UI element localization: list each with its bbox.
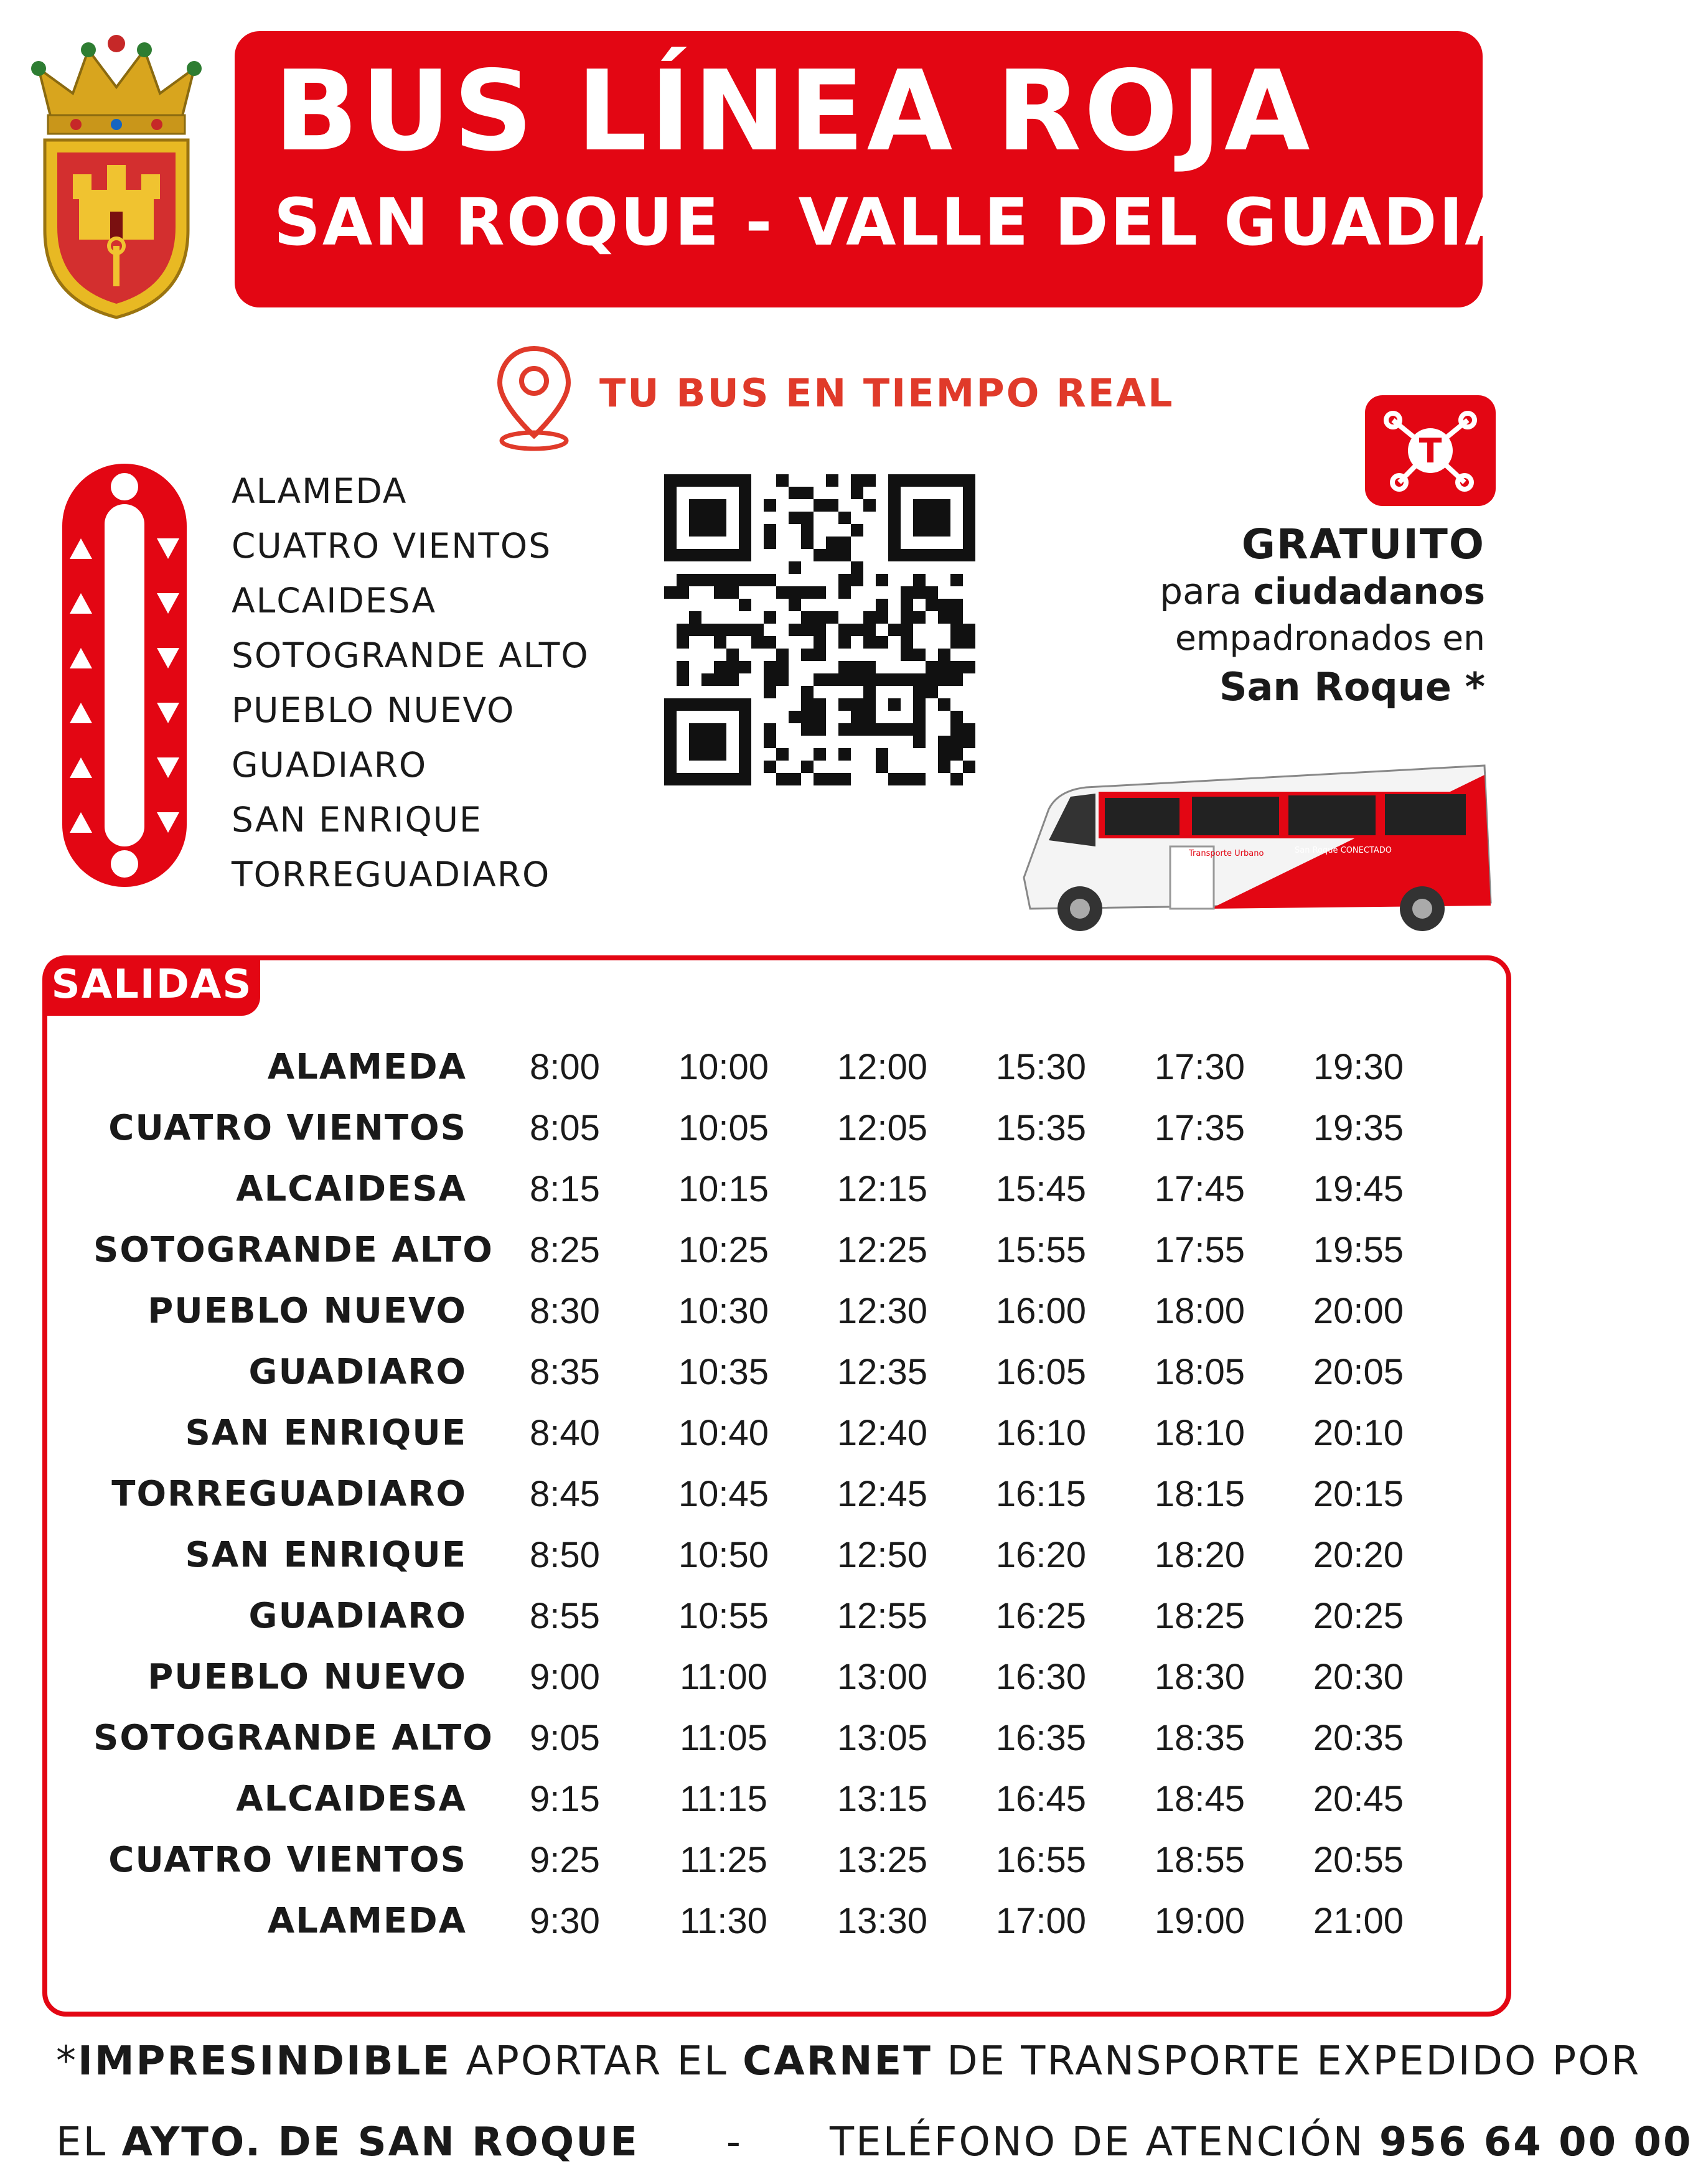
table-row (93, 1219, 1438, 1280)
table-time-cell: 8:55 (530, 1595, 600, 1636)
table-stop-name: CUATRO VIENTOS (108, 1839, 467, 1880)
table-time-cell: 8:05 (530, 1107, 600, 1148)
table-time-cell: 18:35 (1154, 1717, 1245, 1758)
table-time-cell: 8:40 (530, 1412, 600, 1453)
table-time-cell: 16:45 (995, 1778, 1087, 1819)
table-time-cell: 12:15 (837, 1168, 928, 1209)
table-stop-name: ALCAIDESA (236, 1168, 467, 1209)
route-stop-list (232, 464, 589, 902)
table-stop-name: CUATRO VIENTOS (108, 1107, 467, 1148)
route-stop: SAN ENRIQUE (232, 800, 482, 840)
table-time-cell: 10:25 (678, 1229, 769, 1270)
realtime-label: TU BUS EN TIEMPO REAL (599, 370, 1175, 416)
table-time-cell: 17:35 (1154, 1107, 1245, 1148)
page-subtitle: SAN ROQUE - VALLE DEL GUADIARO (274, 184, 1626, 260)
table-time-cell: 15:30 (995, 1046, 1087, 1087)
table-time-cell: 18:00 (1154, 1290, 1245, 1331)
table-time-cell: 8:25 (530, 1229, 600, 1270)
table-time-cell: 12:45 (837, 1473, 928, 1514)
table-stop-name: SOTOGRANDE ALTO (93, 1717, 494, 1758)
table-stop-name: PUEBLO NUEVO (148, 1290, 467, 1331)
salidas-tab-label: SALIDAS (51, 962, 253, 1008)
table-time-cell: 12:35 (837, 1351, 928, 1392)
san-roque-crest-logo (14, 25, 219, 324)
table-time-cell: 16:35 (995, 1717, 1087, 1758)
table-time-cell: 12:40 (837, 1412, 928, 1453)
table-time-cell: 16:15 (995, 1473, 1087, 1514)
table-time-cell: 13:15 (837, 1778, 928, 1819)
table-time-cell: 9:00 (530, 1656, 600, 1697)
free-line-2: empadronados en (1175, 617, 1485, 658)
table-row (93, 1402, 1438, 1463)
table-row (93, 1158, 1438, 1219)
route-stop: SOTOGRANDE ALTO (232, 635, 589, 675)
table-time-cell: 20:20 (1313, 1534, 1404, 1575)
free-line-1b: ciudadanos (1253, 570, 1485, 613)
table-time-cell: 16:25 (995, 1595, 1087, 1636)
table-row (93, 1463, 1438, 1524)
table-time-cell: 10:45 (678, 1473, 769, 1514)
route-stop: PUEBLO NUEVO (232, 690, 515, 730)
table-time-cell: 21:00 (1313, 1900, 1404, 1941)
table-time-cell: 20:15 (1313, 1473, 1404, 1514)
footer-1c: APORTAR EL (451, 2038, 743, 2084)
table-time-cell: 9:15 (530, 1778, 600, 1819)
route-stop: GUADIARO (232, 745, 428, 785)
footer-line-2 (56, 2119, 1693, 2165)
table-time-cell: 11:00 (680, 1656, 767, 1697)
route-stop: ALCAIDESA (232, 581, 437, 621)
table-time-cell: 9:30 (530, 1900, 600, 1941)
table-time-cell: 9:25 (530, 1839, 600, 1880)
free-line-1a: para (1160, 570, 1254, 613)
table-time-cell: 8:00 (530, 1046, 600, 1087)
footer-phone: 956 64 00 00 (1379, 2119, 1693, 2165)
bus-brand: San Roque CONECTADO (1295, 846, 1392, 855)
table-time-cell: 16:00 (995, 1290, 1087, 1331)
table-time-cell: 19:30 (1313, 1046, 1404, 1087)
free-line-3: San Roque * (1219, 663, 1485, 710)
timetable (93, 1036, 1438, 1951)
table-stop-name: TORREGUADIARO (111, 1473, 467, 1514)
table-time-cell: 15:55 (995, 1229, 1087, 1270)
footer-2c: - TELÉFONO DE ATENCIÓN (639, 2119, 1379, 2165)
table-time-cell: 12:30 (837, 1290, 928, 1331)
table-time-cell: 17:55 (1154, 1229, 1245, 1270)
table-time-cell: 16:10 (995, 1412, 1087, 1453)
table-time-cell: 20:10 (1313, 1412, 1404, 1453)
table-time-cell: 20:35 (1313, 1717, 1404, 1758)
table-stop-name: SOTOGRANDE ALTO (93, 1229, 494, 1270)
table-time-cell: 10:35 (678, 1351, 769, 1392)
table-time-cell: 17:00 (995, 1900, 1087, 1941)
table-time-cell: 13:00 (837, 1656, 928, 1697)
table-time-cell: 19:35 (1313, 1107, 1404, 1148)
table-time-cell: 10:40 (678, 1412, 769, 1453)
table-time-cell: 12:05 (837, 1107, 928, 1148)
table-stop-name: ALAMEDA (267, 1900, 467, 1941)
qr-code[interactable] (664, 474, 975, 785)
table-time-cell: 16:05 (995, 1351, 1087, 1392)
table-time-cell: 20:55 (1313, 1839, 1404, 1880)
table-time-cell: 17:45 (1154, 1168, 1245, 1209)
table-time-cell: 15:35 (995, 1107, 1087, 1148)
table-time-cell: 13:25 (837, 1839, 928, 1880)
table-time-cell: 11:15 (680, 1778, 767, 1819)
table-row (93, 1585, 1438, 1646)
footer-2a: EL (56, 2119, 122, 2165)
table-time-cell: 17:30 (1154, 1046, 1245, 1087)
table-time-cell: 16:55 (995, 1839, 1087, 1880)
bus-side-label: Transporte Urbano (1189, 849, 1264, 858)
table-time-cell: 19:00 (1154, 1900, 1245, 1941)
route-stop: ALAMEDA (232, 471, 408, 511)
table-time-cell: 11:05 (680, 1717, 767, 1758)
table-time-cell: 8:50 (530, 1534, 600, 1575)
free-line-1 (1160, 569, 1485, 614)
table-row (93, 1097, 1438, 1158)
table-time-cell: 8:45 (530, 1473, 600, 1514)
table-stop-name: SAN ENRIQUE (185, 1412, 467, 1453)
table-time-cell: 20:45 (1313, 1778, 1404, 1819)
table-time-cell: 15:45 (995, 1168, 1087, 1209)
table-row (93, 1829, 1438, 1890)
table-time-cell: 16:20 (995, 1534, 1087, 1575)
page-title: BUS LÍNEA ROJA (274, 47, 1313, 176)
route-stop: TORREGUADIARO (232, 855, 551, 894)
table-stop-name: ALCAIDESA (236, 1778, 467, 1819)
table-time-cell: 8:35 (530, 1351, 600, 1392)
table-time-cell: 8:15 (530, 1168, 600, 1209)
table-time-cell: 18:15 (1154, 1473, 1245, 1514)
table-row (93, 1036, 1438, 1097)
footer-line-1 (56, 2038, 1641, 2084)
table-time-cell: 16:30 (995, 1656, 1087, 1697)
free-title: GRATUITO (1241, 520, 1485, 568)
table-time-cell: 12:00 (837, 1046, 928, 1087)
footer-1d: CARNET (743, 2038, 932, 2084)
table-time-cell: 12:50 (837, 1534, 928, 1575)
table-time-cell: 18:20 (1154, 1534, 1245, 1575)
table-stop-name: SAN ENRIQUE (185, 1534, 467, 1575)
table-time-cell: 20:00 (1313, 1290, 1404, 1331)
table-time-cell: 18:10 (1154, 1412, 1245, 1453)
table-time-cell: 20:25 (1313, 1595, 1404, 1636)
table-time-cell: 10:30 (678, 1290, 769, 1331)
table-stop-name: GUADIARO (248, 1595, 467, 1636)
table-time-cell: 18:25 (1154, 1595, 1245, 1636)
table-time-cell: 18:55 (1154, 1839, 1245, 1880)
footer-1a: * (56, 2038, 78, 2084)
svg-text:T: T (1419, 431, 1442, 471)
route-stop: CUATRO VIENTOS (232, 526, 552, 566)
table-row (93, 1341, 1438, 1402)
table-row (93, 1280, 1438, 1341)
table-row (93, 1524, 1438, 1585)
table-time-cell: 10:15 (678, 1168, 769, 1209)
table-time-cell: 8:30 (530, 1290, 600, 1331)
table-time-cell: 10:55 (678, 1595, 769, 1636)
footer-1e: DE TRANSPORTE EXPEDIDO POR (932, 2038, 1641, 2084)
table-stop-name: GUADIARO (248, 1351, 467, 1392)
table-time-cell: 20:30 (1313, 1656, 1404, 1697)
table-time-cell: 19:55 (1313, 1229, 1404, 1270)
table-time-cell: 10:50 (678, 1534, 769, 1575)
table-time-cell: 11:30 (680, 1900, 767, 1941)
table-time-cell: 18:30 (1154, 1656, 1245, 1697)
table-time-cell: 13:30 (837, 1900, 928, 1941)
table-time-cell: 18:05 (1154, 1351, 1245, 1392)
app-logo-icon (1365, 395, 1496, 506)
footer-2b: AYTO. DE SAN ROQUE (121, 2119, 639, 2165)
table-stop-name: ALAMEDA (267, 1046, 467, 1087)
table-time-cell: 12:25 (837, 1229, 928, 1270)
table-time-cell: 9:05 (530, 1717, 600, 1758)
table-stop-name: PUEBLO NUEVO (148, 1656, 467, 1697)
table-row (93, 1646, 1438, 1707)
table-row (93, 1768, 1438, 1829)
table-time-cell: 20:05 (1313, 1351, 1404, 1392)
table-time-cell: 10:00 (678, 1046, 769, 1087)
route-diagram (56, 461, 193, 890)
table-time-cell: 12:55 (837, 1595, 928, 1636)
table-row (93, 1707, 1438, 1768)
table-time-cell: 18:45 (1154, 1778, 1245, 1819)
footer-1b: IMPRESINDIBLE (78, 2038, 452, 2084)
table-time-cell: 10:05 (678, 1107, 769, 1148)
table-row (93, 1890, 1438, 1951)
free-notice (1160, 520, 1485, 712)
map-pin-icon (490, 342, 578, 454)
table-time-cell: 11:25 (680, 1839, 767, 1880)
table-time-cell: 19:45 (1313, 1168, 1404, 1209)
bus-illustration (1011, 753, 1497, 940)
table-time-cell: 13:05 (837, 1717, 928, 1758)
